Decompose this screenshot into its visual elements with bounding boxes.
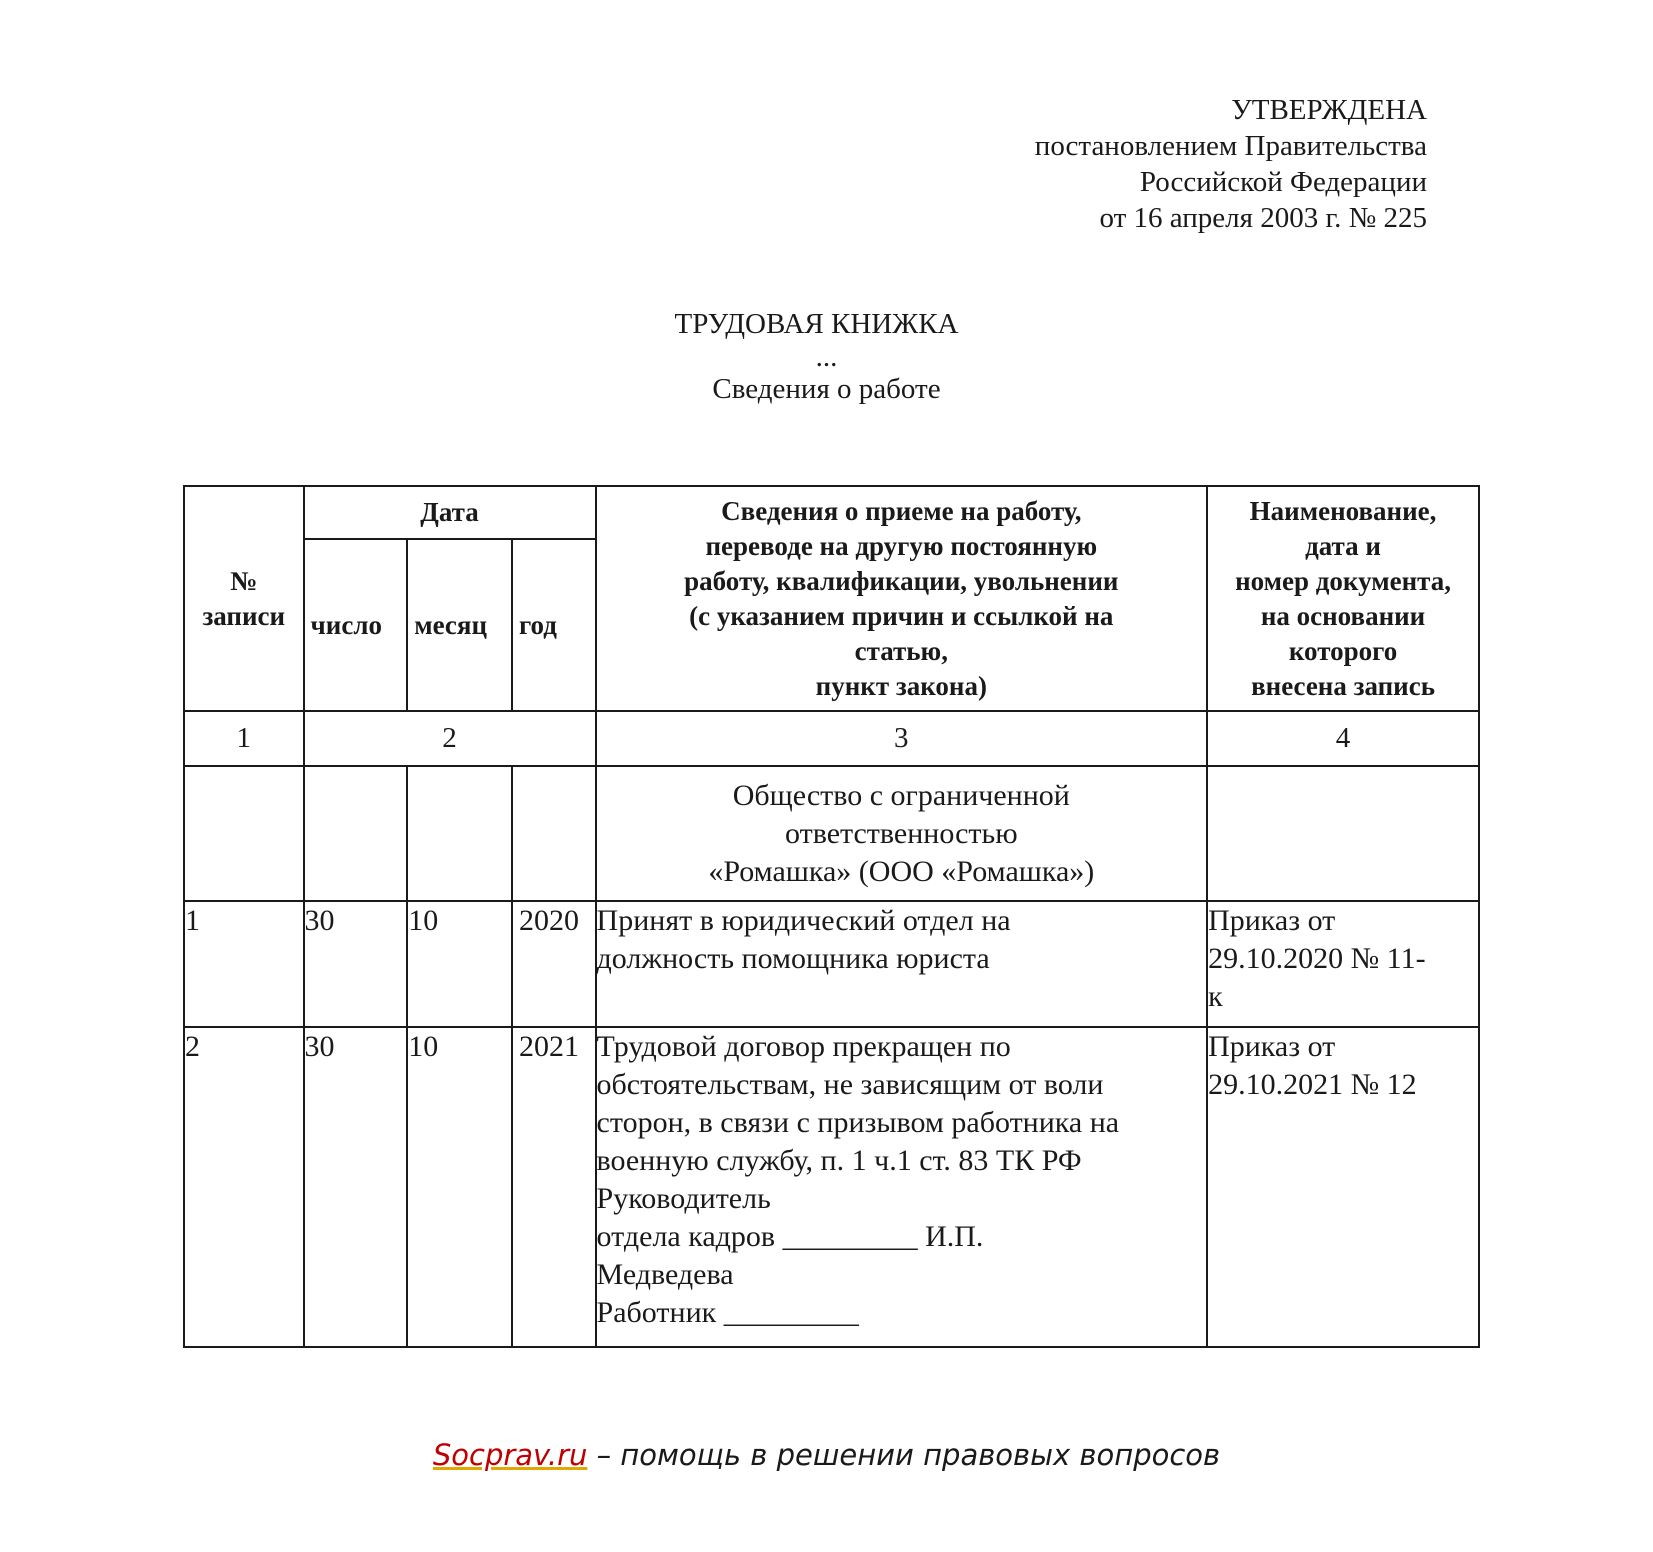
header-basis-line: на основании [1260,600,1426,631]
work-records-table [183,485,1480,1348]
record-info-line: отдела кадров _________ И.П. [596,1220,984,1253]
record-day: 30 [304,901,408,1027]
record-basis [1207,901,1479,1027]
record-info [596,901,1208,1027]
header-basis-line: дата и [1305,530,1381,561]
empty-cell [1207,766,1479,901]
record-day: 30 [304,1027,408,1347]
approval-line-3: Российской Федерации [1139,166,1427,198]
record-year: 2021 [512,1027,596,1347]
header-month: месяц [407,539,512,711]
empty-cell [304,766,408,901]
document-ellipsis: ... [815,341,838,373]
organization-line: Общество с ограниченной [732,778,1070,812]
header-record-no-line-1: № [230,565,258,596]
header-info-line: (с указанием причин и ссылкой на [689,600,1114,631]
organization-row [184,766,1479,901]
record-info [596,1027,1208,1347]
footer [0,1438,1653,1472]
document-subtitle: Сведения о работе [712,373,941,405]
record-info-line: Медведева [596,1258,734,1291]
document-title: ТРУДОВАЯ КНИЖКА [674,308,959,340]
header-record-no [184,486,304,711]
organization-line: ответственностью [785,816,1018,850]
record-month: 10 [407,901,512,1027]
header-info-line: работу, квалификации, увольнении [684,565,1119,596]
footer-tagline: – помощь в решении правовых вопросов [587,1438,1221,1472]
record-info-line: сторон, в связи с призывом работника на [596,1106,1120,1139]
record-basis [1207,1027,1479,1347]
header-record-no-line-2: записи [202,600,286,631]
empty-cell [184,766,304,901]
approval-line-2: постановлением Правительства [1034,130,1427,162]
empty-cell [407,766,512,901]
record-info-line: Руководитель [596,1182,771,1215]
header-date: Дата [304,486,596,539]
approval-line-1: УТВЕРЖДЕНА [1231,94,1427,126]
empty-cell [512,766,596,901]
header-basis-line: Наименование, [1249,495,1437,526]
header-basis [1207,486,1479,711]
record-basis-line: 29.10.2021 № 12 [1208,1068,1417,1101]
header-basis-line: которого [1288,635,1398,666]
record-info-line: Принят в юридический отдел на [596,904,1011,937]
record-info-line: Работник _________ [596,1296,859,1329]
record-info-line: военную службу, п. 1 ч.1 ст. 83 ТК РФ [596,1144,1082,1177]
document-heading [0,306,1653,406]
header-info-line: пункт закона) [815,670,987,701]
site-link[interactable]: Socprav.ru [432,1438,588,1472]
header-info-line: Сведения о приеме на работу, [721,495,1082,526]
record-basis-line: к [1208,980,1223,1013]
header-info [596,486,1208,711]
header-basis-line: внесена запись [1251,670,1435,701]
record-no: 2 [184,1027,304,1347]
organization-name [596,766,1208,901]
column-number: 4 [1207,711,1479,766]
column-number: 3 [596,711,1208,766]
header-info-line: статью, [854,635,948,666]
column-number: 1 [184,711,304,766]
record-basis-line: Приказ от [1208,904,1336,937]
record-info-line: Трудовой договор прекращен по [596,1030,1011,1063]
record-info-line: должность помощника юриста [596,942,990,975]
approval-stamp [1035,92,1427,236]
record-month: 10 [407,1027,512,1347]
table-row [184,1027,1479,1347]
record-info-line: обстоятельствам, не зависящим от воли [596,1068,1104,1101]
organization-line: «Ромашка» (ООО «Ромашка») [708,854,1095,888]
approval-line-4: от 16 апреля 2003 г. № 225 [1099,202,1427,234]
header-basis-line: номер документа, [1235,565,1451,596]
record-basis-line: 29.10.2020 № 11- [1208,942,1426,975]
record-year: 2020 [512,901,596,1027]
column-numbers-row [184,711,1479,766]
record-basis-line: Приказ от [1208,1030,1336,1063]
header-info-line: переводе на другую постоянную [705,530,1098,561]
column-number: 2 [304,711,596,766]
header-day: число [304,539,408,711]
record-no: 1 [184,901,304,1027]
table-row [184,901,1479,1027]
header-year: год [512,539,596,711]
